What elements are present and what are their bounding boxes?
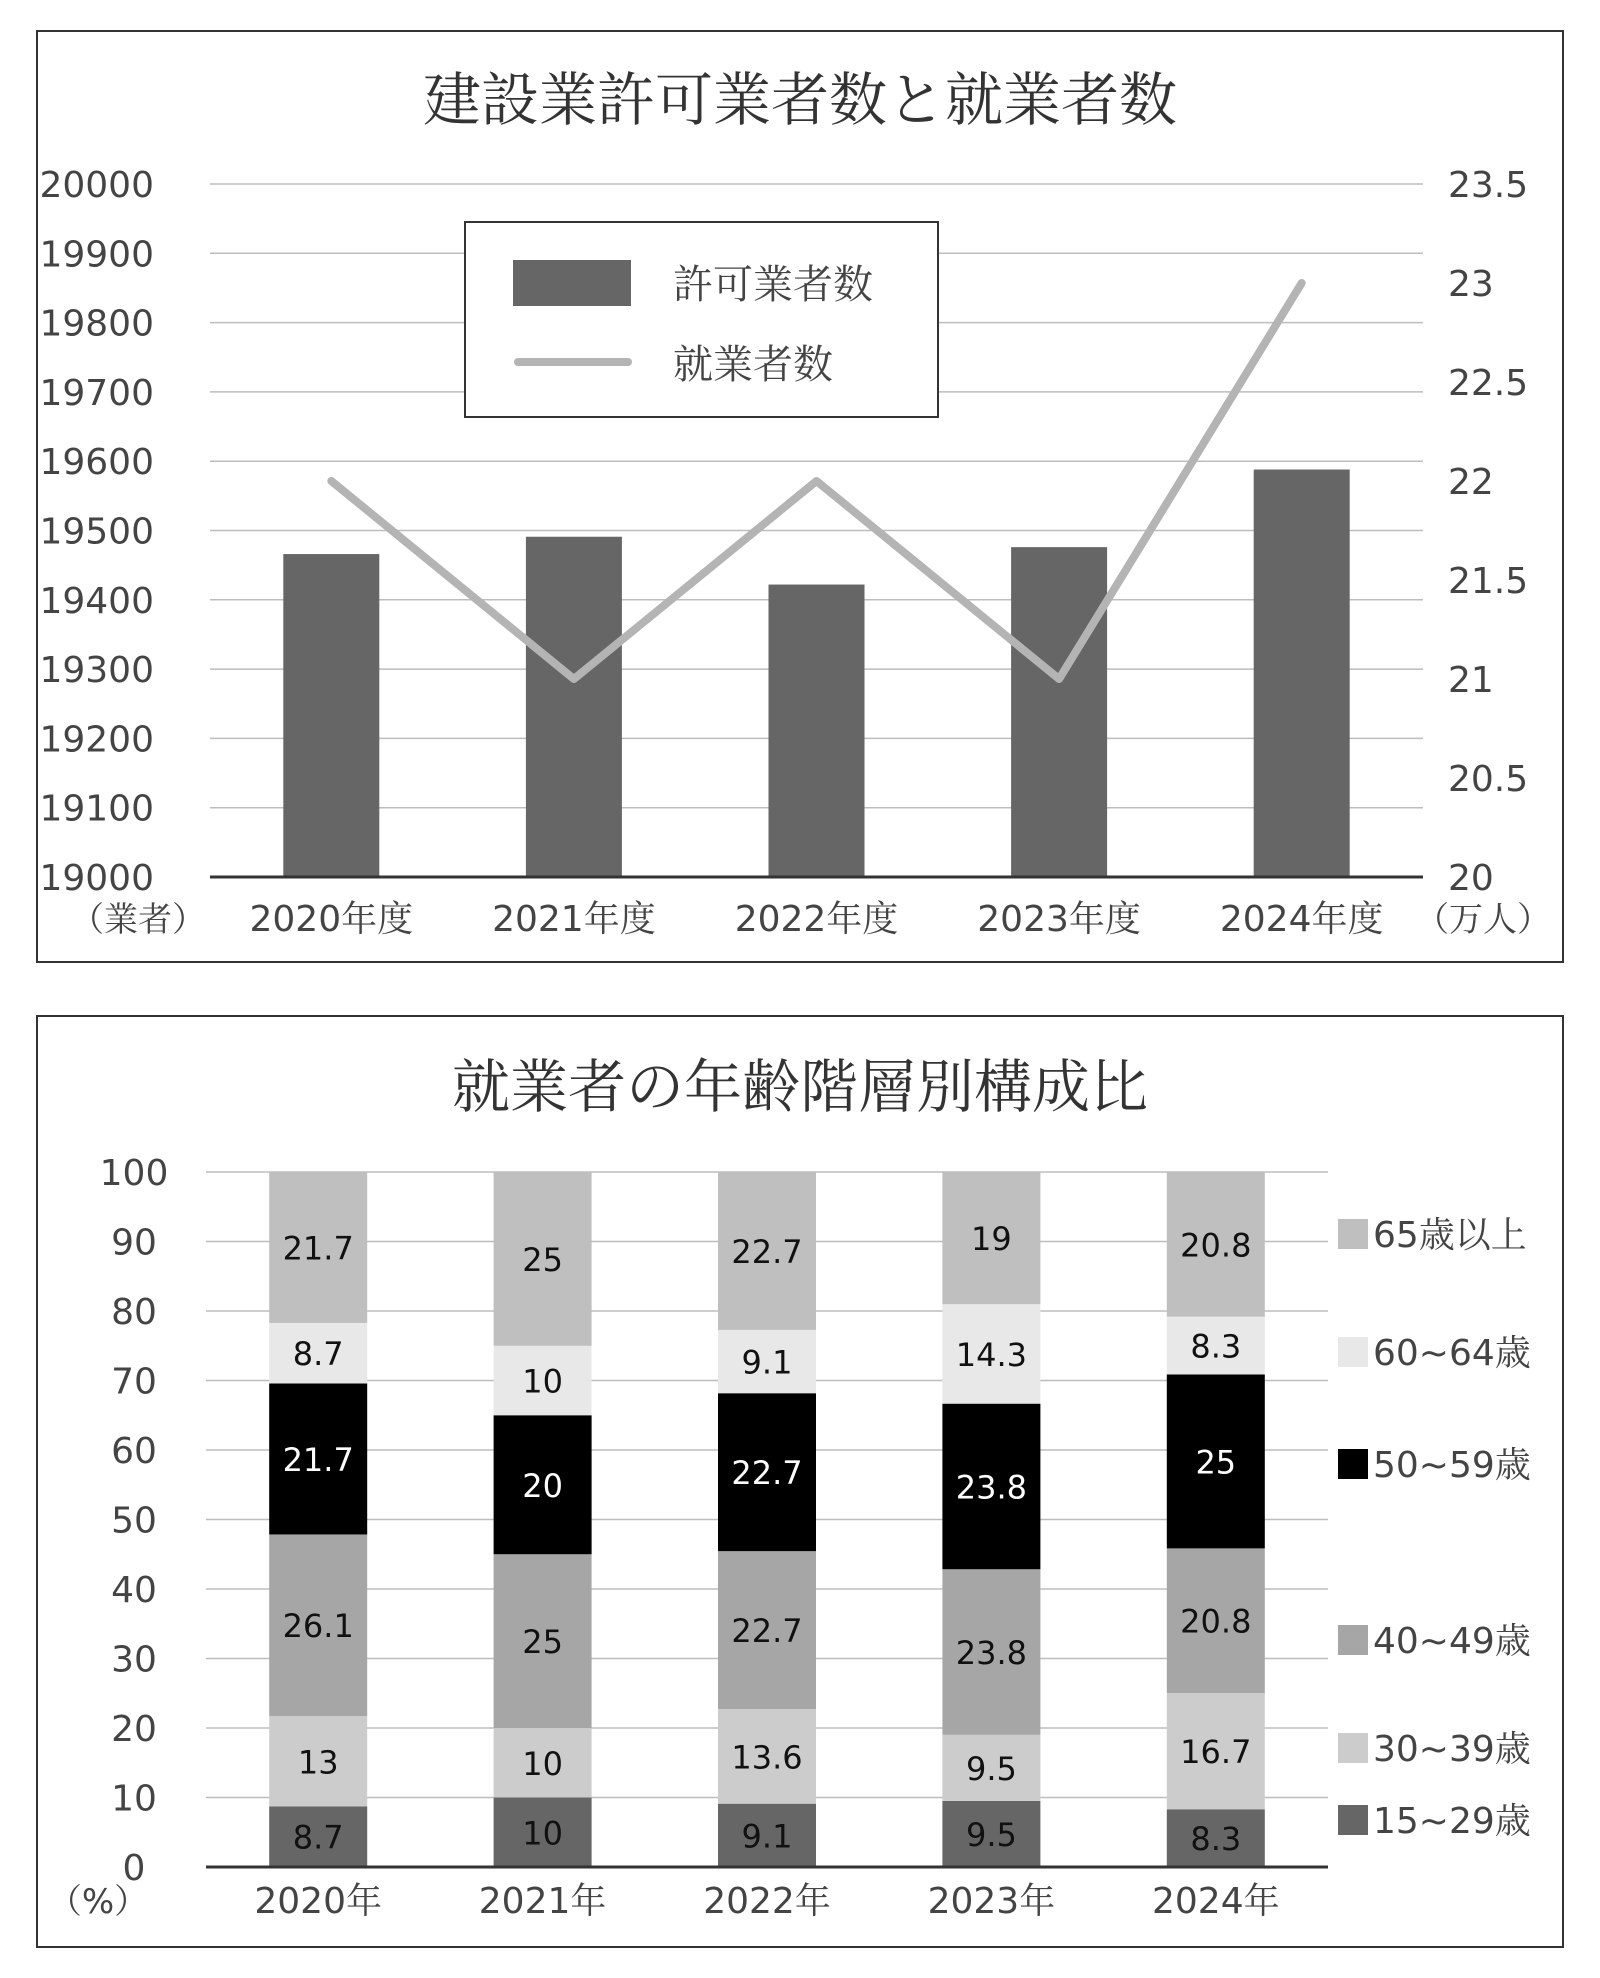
segment-label: 14.3 xyxy=(955,1335,1028,1374)
segment-label: 22.7 xyxy=(731,1454,803,1493)
bar-2022年度 xyxy=(769,585,865,877)
segment-label: 19 xyxy=(971,1220,1012,1259)
bar-line-chart xyxy=(38,32,1562,961)
line-point-2021年度 xyxy=(573,678,575,680)
line-point-2020年度 xyxy=(330,480,332,482)
x-tick-label: 2024年 xyxy=(1151,1881,1280,1922)
legend-label: 60~64歳 xyxy=(1373,1333,1531,1374)
x-tick-label: 2021年度 xyxy=(492,899,656,940)
chart-panel-age-composition xyxy=(36,1015,1564,1948)
left-y-tick-label: 19100 xyxy=(39,788,154,830)
bar-2023年度 xyxy=(1011,547,1107,877)
segment-label: 23.8 xyxy=(955,1634,1028,1673)
right-y-tick-label: 23.5 xyxy=(1448,165,1529,206)
right-y-tick-label: 22.5 xyxy=(1448,363,1529,404)
legend-swatch xyxy=(1338,1219,1368,1249)
segment-label: 25 xyxy=(1195,1443,1237,1482)
y-tick-label: 0 xyxy=(122,1848,146,1889)
left-y-tick-label: 19200 xyxy=(39,719,154,761)
right-y-tick-label: 21 xyxy=(1448,660,1494,701)
y-tick-label: 20 xyxy=(111,1709,157,1750)
chart-title: 就業者の年齢階層別構成比 xyxy=(451,1053,1149,1121)
segment-label: 23.8 xyxy=(955,1468,1028,1507)
legend-swatch xyxy=(1338,1449,1368,1479)
segment-label: 10 xyxy=(522,1814,563,1853)
left-y-tick-label: 19300 xyxy=(39,650,154,692)
segment-label: 13 xyxy=(297,1743,339,1782)
segment-label: 8.3 xyxy=(1190,1327,1242,1366)
legend-bar-swatch xyxy=(513,260,631,306)
legend-swatch xyxy=(1338,1733,1368,1763)
legend-swatch xyxy=(1338,1337,1368,1367)
legend-label: 65歳以上 xyxy=(1373,1215,1527,1256)
line-point-2024年度 xyxy=(1301,282,1303,284)
y-tick-label: 70 xyxy=(111,1361,157,1403)
y-tick-label: 90 xyxy=(111,1222,157,1264)
segment-label: 20.8 xyxy=(1180,1602,1252,1641)
legend-line-label: 就業者数 xyxy=(673,342,833,388)
stacked-bar-chart xyxy=(38,1017,1562,1946)
y-tick-label: 30 xyxy=(111,1639,157,1681)
segment-label: 21.7 xyxy=(282,1229,354,1268)
segment-label: 13.6 xyxy=(731,1738,803,1777)
segment-label: 22.7 xyxy=(731,1612,803,1651)
legend-label: 40~49歳 xyxy=(1373,1621,1531,1662)
segment-label: 10 xyxy=(522,1744,563,1783)
segment-label: 8.7 xyxy=(292,1335,344,1374)
x-tick-label: 2023年度 xyxy=(977,899,1141,940)
segment-label: 8.3 xyxy=(1190,1820,1242,1859)
segment-label: 9.5 xyxy=(965,1815,1017,1854)
right-y-tick-label: 23 xyxy=(1448,264,1494,305)
chart-panel-license-employment xyxy=(36,30,1564,963)
segment-label: 9.1 xyxy=(741,1343,793,1382)
x-tick-label: 2022年 xyxy=(703,1881,831,1922)
left-y-tick-label: 19400 xyxy=(39,580,154,622)
legend-label: 30~39歳 xyxy=(1373,1729,1531,1770)
segment-label: 25 xyxy=(522,1623,563,1662)
y-axis-unit-label: （%） xyxy=(47,1882,149,1922)
bar-2020年度 xyxy=(283,554,379,877)
y-tick-label: 10 xyxy=(111,1778,157,1820)
y-tick-label: 60 xyxy=(111,1431,157,1472)
segment-label: 8.7 xyxy=(292,1818,344,1857)
x-tick-label: 2021年 xyxy=(478,1881,607,1922)
y-tick-label: 40 xyxy=(111,1570,157,1611)
right-y-tick-label: 20 xyxy=(1448,858,1494,899)
legend-bar-label: 許可業者数 xyxy=(673,262,873,308)
y-axis-ticks xyxy=(100,1153,169,1889)
legend-swatch xyxy=(1338,1625,1368,1655)
bar-2024年度 xyxy=(1254,470,1350,877)
left-y-tick-label: 19000 xyxy=(39,858,154,899)
segment-label: 25 xyxy=(522,1240,563,1279)
left-y-axis-ticks xyxy=(39,165,154,899)
right-y-tick-label: 22 xyxy=(1448,462,1494,503)
segment-label: 16.7 xyxy=(1180,1733,1252,1772)
left-y-tick-label: 19600 xyxy=(39,442,154,484)
bar-2021年度 xyxy=(526,537,622,877)
segment-label: 9.5 xyxy=(965,1749,1017,1788)
right-y-tick-label: 20.5 xyxy=(1448,759,1529,800)
chart-title: 建設業許可業者数と就業者数 xyxy=(422,66,1178,134)
x-tick-label: 2020年度 xyxy=(249,899,414,940)
left-y-tick-label: 19500 xyxy=(39,511,154,553)
x-axis-ticks xyxy=(249,899,1383,940)
segment-label: 20 xyxy=(522,1466,563,1505)
x-tick-label: 2023年 xyxy=(927,1881,1056,1922)
left-axis-unit-label: （業者） xyxy=(70,900,206,940)
legend xyxy=(465,222,938,417)
segment-label: 26.1 xyxy=(282,1607,354,1646)
segment-label: 21.7 xyxy=(282,1440,354,1479)
y-tick-label: 100 xyxy=(99,1153,169,1194)
left-y-tick-label: 20000 xyxy=(39,165,154,206)
line-point-2023年度 xyxy=(1058,678,1060,680)
x-tick-label: 2022年度 xyxy=(734,899,899,940)
right-y-axis-ticks xyxy=(1448,165,1528,899)
x-tick-label: 2024年度 xyxy=(1219,899,1384,940)
legend xyxy=(1338,1215,1531,1842)
right-y-tick-label: 21.5 xyxy=(1448,561,1529,602)
left-y-tick-label: 19800 xyxy=(39,303,154,345)
x-axis-ticks xyxy=(254,1881,1279,1922)
segment-label: 20.8 xyxy=(1180,1226,1252,1265)
legend-label: 50~59歳 xyxy=(1373,1445,1531,1486)
right-axis-unit-label: （万人） xyxy=(1415,900,1551,940)
segment-label: 9.1 xyxy=(741,1817,793,1856)
segment-label: 22.7 xyxy=(731,1232,803,1271)
y-tick-label: 50 xyxy=(111,1500,157,1542)
left-y-tick-label: 19700 xyxy=(39,372,154,414)
legend-label: 15~29歳 xyxy=(1373,1801,1531,1842)
y-tick-label: 80 xyxy=(111,1292,157,1333)
left-y-tick-label: 19900 xyxy=(39,234,154,276)
segment-label: 10 xyxy=(522,1362,563,1401)
line-point-2022年度 xyxy=(816,480,818,482)
legend-swatch xyxy=(1338,1805,1368,1835)
x-tick-label: 2020年 xyxy=(254,1881,383,1922)
